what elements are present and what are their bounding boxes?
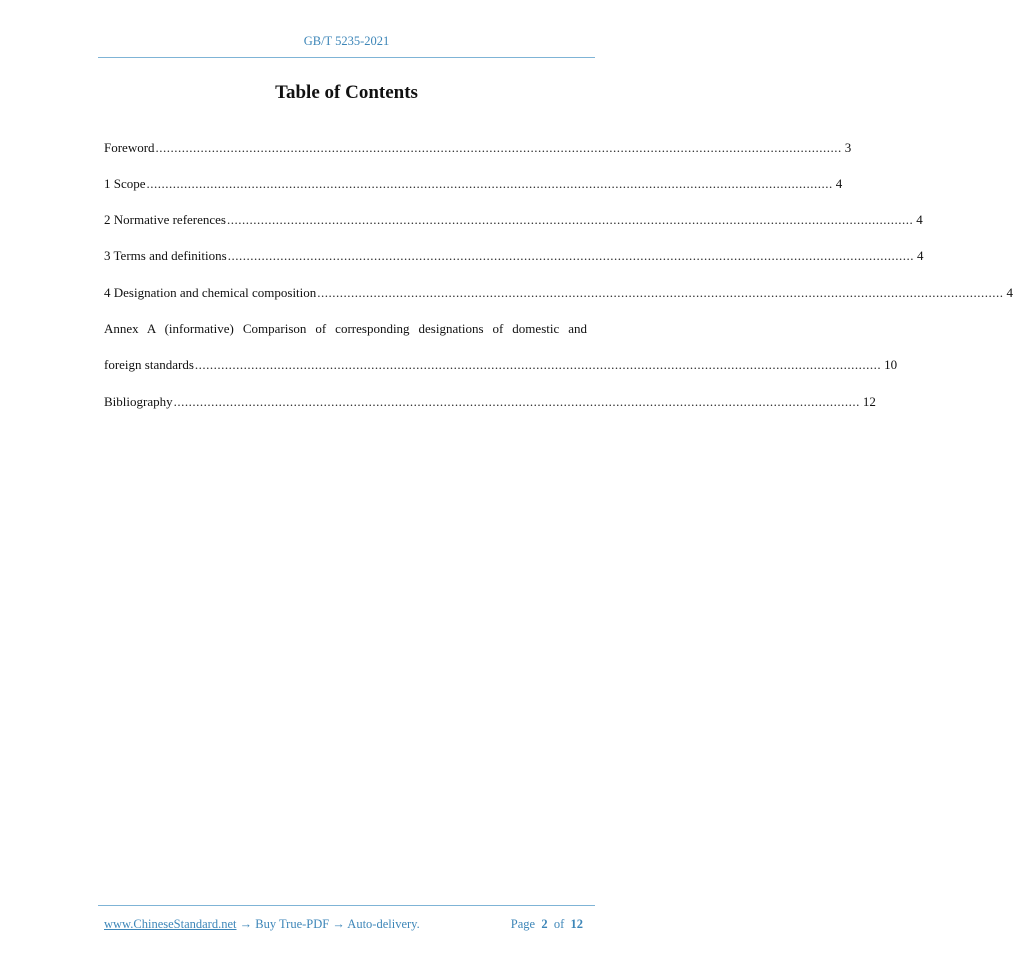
toc-leader-dots: .......................................................................................................................................................................................: [194, 357, 882, 372]
toc-entry-label: 4 Designation and chemical composition: [104, 285, 317, 300]
toc-entry-normative-references[interactable]: [104, 212, 923, 228]
site-link[interactable]: www.ChineseStandard.net: [104, 917, 237, 931]
toc-leader-dots: .......................................................................................................................................................................................: [173, 394, 860, 409]
toc-entry-label: 2 Normative references: [104, 212, 226, 227]
footer-promo: [104, 917, 420, 932]
toc-entry-page: 10: [884, 357, 898, 372]
document-header: GB/T 5235-2021: [303, 34, 390, 48]
toc-entry-label: Annex A (informative) Comparison of corresponding designations of domestic and: [104, 321, 587, 336]
toc-leader-dots: .......................................................................................................................................................................................: [227, 212, 914, 227]
of-word: of: [553, 917, 565, 931]
toc-leader-dots: .......................................................................................................................................................................................: [317, 285, 1004, 300]
toc-leader-dots: .......................................................................................................................................................................................: [227, 248, 914, 263]
toc-entry-page: 12: [862, 394, 876, 409]
toc-entry-scope[interactable]: [104, 176, 843, 192]
toc-entry-foreword[interactable]: [104, 140, 852, 156]
toc-entry-annex-a-line2[interactable]: [104, 357, 898, 373]
footer-divider: [98, 905, 595, 906]
toc-entry-label: Foreword: [104, 140, 155, 155]
toc-entry-annex-a-line1[interactable]: [104, 321, 587, 337]
toc-entry-page: 4: [916, 212, 923, 227]
header-divider: [98, 57, 595, 58]
page-title: Table of Contents: [275, 82, 418, 103]
toc-leader-dots: .......................................................................................................................................................................................: [155, 140, 842, 155]
toc-leader-dots: .......................................................................................................................................................................................: [146, 176, 833, 191]
toc-entry-label: 1 Scope: [104, 176, 146, 191]
toc-entry-label: Bibliography: [104, 394, 173, 409]
toc-entry-designation[interactable]: [104, 285, 1013, 301]
toc-entry-terms-definitions[interactable]: [104, 248, 924, 264]
page-current: 2: [541, 917, 548, 931]
toc-entry-label: foreign standards: [104, 357, 194, 372]
toc-entry-page: 4: [1006, 285, 1013, 300]
footer-promo-text: → Buy True-PDF → Auto-delivery.: [236, 917, 420, 931]
toc-entry-label: 3 Terms and definitions: [104, 248, 227, 263]
page-word: Page: [510, 917, 536, 931]
page-total: 12: [570, 917, 583, 931]
toc-entry-page: 3: [844, 140, 852, 155]
toc-entry-page: 4: [916, 248, 924, 263]
toc-entry-page: 4: [835, 176, 843, 191]
page-number: [511, 917, 583, 932]
toc-entry-bibliography[interactable]: [104, 394, 876, 410]
